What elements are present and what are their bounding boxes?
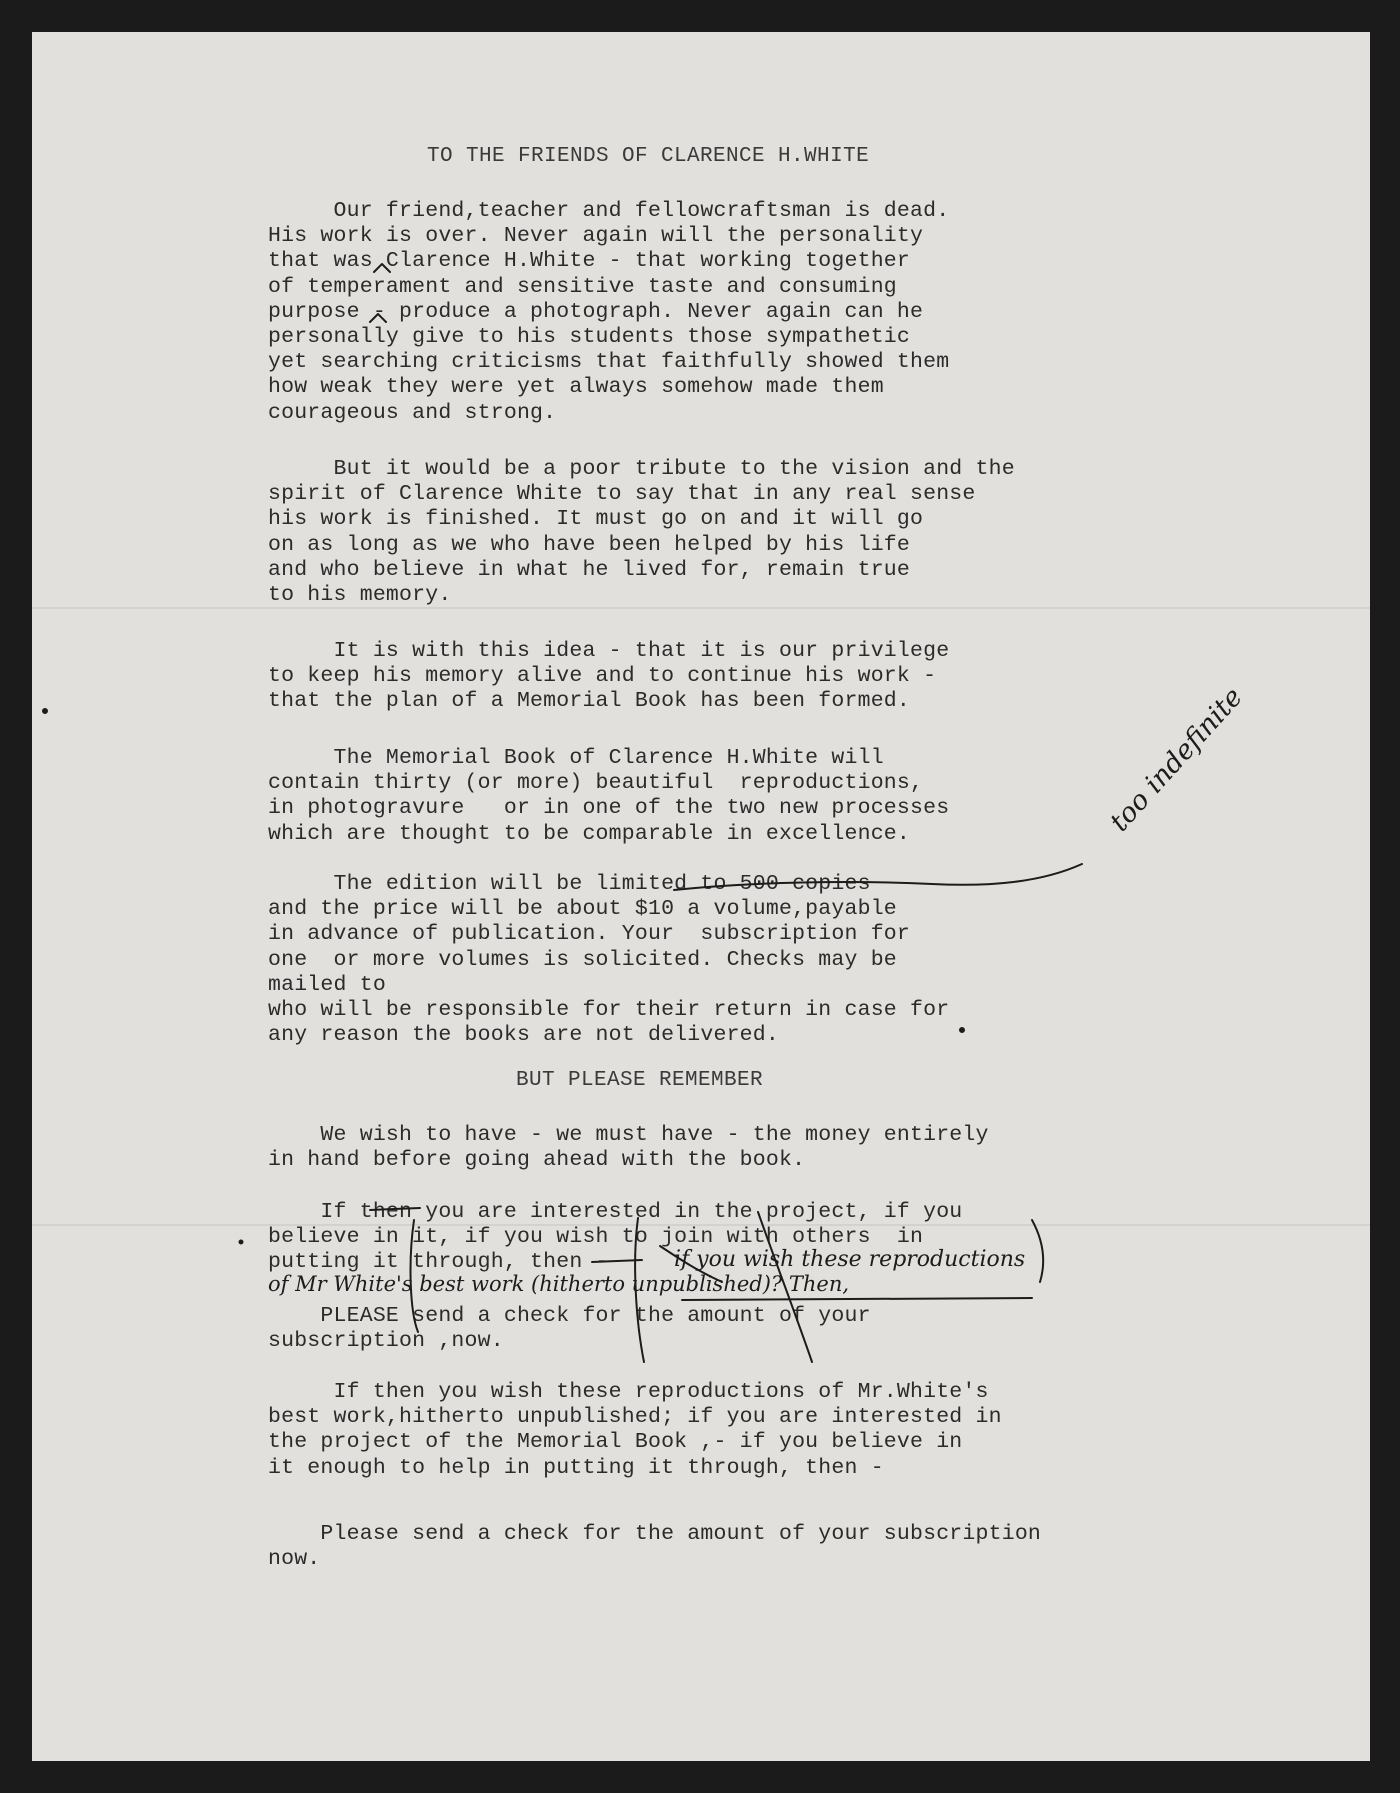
bracket-left <box>411 1220 418 1332</box>
stray-dot <box>960 1028 964 1032</box>
cross-mark-2 <box>660 1246 722 1282</box>
cross-mark-3 <box>758 1212 812 1362</box>
insert-underline <box>682 1298 1032 1300</box>
subheading: BUT PLEASE REMEMBER <box>516 1069 764 1092</box>
handwritten-insert-line-1: if you wish these reproductions <box>674 1247 1026 1272</box>
paragraph-book-description: The Memorial Book of Clarence H.White will contain thirty (or more) beautiful reproductions, in photogravure or in one of the two new processes which are thought to be comparable in excellence. <box>268 746 950 846</box>
underline-leader <box>674 864 1082 890</box>
caret-mark-2 <box>370 314 386 322</box>
paragraph-tribute: Our friend,teacher and fellowcraftsman is dead. His work is over. Never again will the personality that was Clarence H.White - that working together of temperament and sensitive taste and consuming purpose - produce a photograph. Never again can he personally give to his students those sympathetic yet searching criticisms that faithfully showed them how weak they were yet always somehow made them courageous and strong. <box>268 199 950 425</box>
cross-mark-1 <box>635 1218 644 1362</box>
letter-sheet <box>32 32 1370 1761</box>
paragraph-closing: Please send a check for the amount of your subscription now. <box>268 1522 1042 1572</box>
stray-dot <box>43 709 47 713</box>
paragraph-vision: But it would be a poor tribute to the vision and the spirit of Clarence White to say that in any real sense his work is finished. It must go on and it will go on as long as we who have been helped by his life and who believe in what he lived for, remain true to his memory. <box>268 457 1015 608</box>
strike-then-1 <box>370 1208 420 1210</box>
paragraph-money-in-hand: We wish to have - we must have - the money entirely in hand before going ahead with the book. <box>268 1123 989 1173</box>
letter-title: TO THE FRIENDS OF CLARENCE H.WHITE <box>427 145 870 168</box>
caret-mark-1 <box>374 264 390 272</box>
paragraph-if-interested: If then you are interested in the project, if you believe in it, if you wish to join with others in putting it through, then - <box>268 1200 963 1275</box>
stray-dot <box>240 1241 243 1244</box>
cross-mark-4 <box>1032 1220 1043 1282</box>
paragraph-memorial-idea: It is with this idea - that it is our privilege to keep his memory alive and to continue his work - that the plan of a Memorial Book has been formed. <box>268 639 950 714</box>
paragraph-edition: The edition will be limited to 500 copies and the price will be about $10 a volume,payable in advance of publication. Your subscription for one or more volumes is solicited. Checks may be mailed to who will be responsible for their return in case for any reason the books are not delivered. <box>268 872 950 1048</box>
paragraph-reproductions: If then you wish these reproductions of Mr.White's best work,hitherto unpublished; if you are interested in the project of the Memorial Book ,- if you believe in it enough to help in putting it through, then - <box>268 1380 1002 1480</box>
paragraph-please-send: PLEASE send a check for the amount of your subscription ,now. <box>268 1304 871 1354</box>
pen-marks <box>32 32 1370 1761</box>
handwritten-insert-line-2: of Mr White's best work (hitherto unpublished)? Then, <box>268 1272 850 1296</box>
margin-note-too-indefinite: too indefinite <box>1104 681 1249 838</box>
